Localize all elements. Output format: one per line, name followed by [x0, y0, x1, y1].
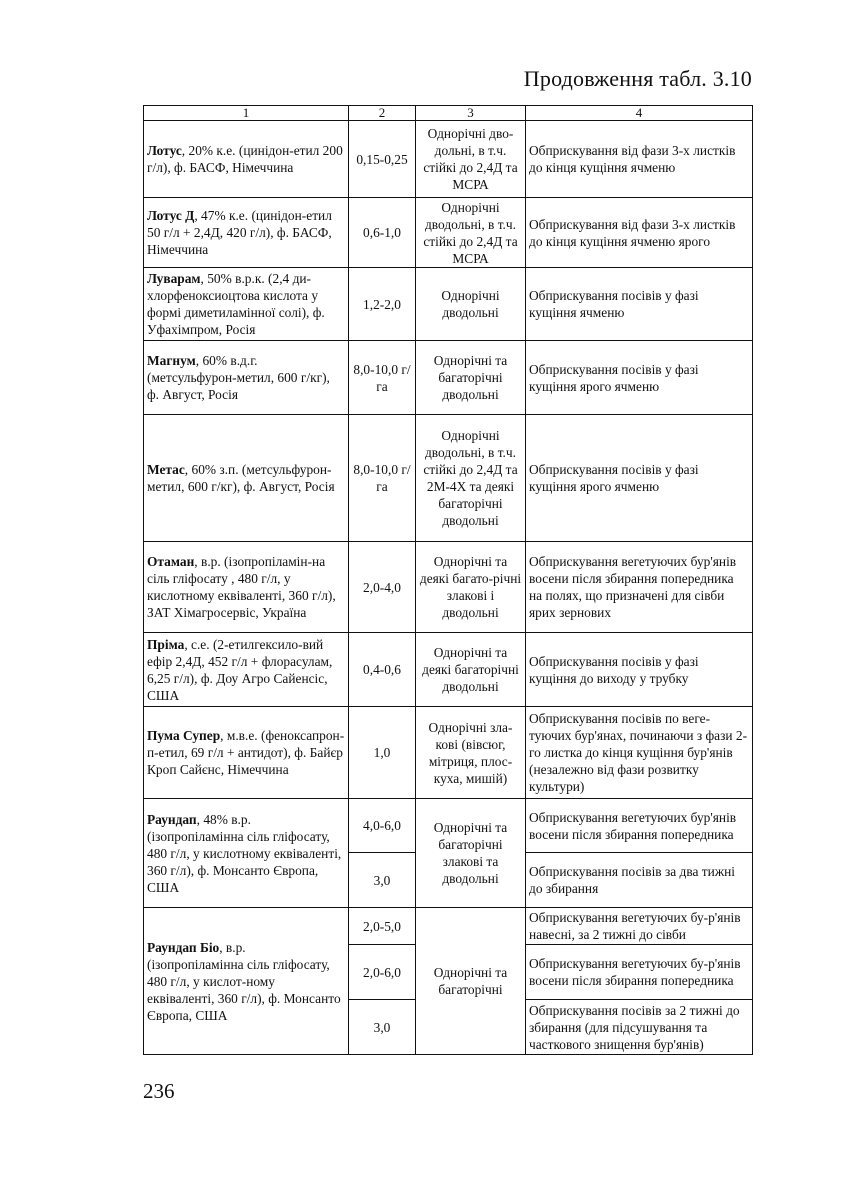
- product-name: Лотус Д: [147, 208, 195, 223]
- column-number-3: 3: [416, 106, 526, 121]
- product-cell: [144, 415, 349, 542]
- product-name: Пріма: [147, 636, 185, 652]
- column-number-4: 4: [526, 106, 753, 121]
- table-row: [144, 341, 753, 415]
- weeds-cell: Однорічні та деякі багато-річні злакові і дводольні: [416, 542, 526, 633]
- application-cell: Обприскування вегетуючих бу-р'янів навесні, за 2 тижні до сівби: [526, 908, 753, 945]
- rate-cell: 3,0: [349, 1000, 416, 1055]
- table-row: [144, 121, 753, 198]
- product-name: Отаман: [147, 554, 195, 569]
- rate-cell: 0,6-1,0: [349, 198, 416, 268]
- rate-cell: 8,0-10,0 г/га: [349, 415, 416, 542]
- product-description: , 48% в.р. (ізопропіламінна сіль гліфосату, 480 г/л, у кислотному еквіваленті, 360 г/л), ф. Монсанто Європа, США: [147, 811, 342, 895]
- product-name: Лотус: [147, 143, 182, 158]
- product-description: , 60% з.п. (метсульфурон-метил, 600 г/кг), ф. Август, Росія: [147, 462, 335, 494]
- table-row: [144, 633, 753, 707]
- rate-cell: 3,0: [349, 853, 416, 908]
- product-cell: [144, 707, 349, 799]
- herbicide-table: [143, 105, 753, 1055]
- column-number-2: 2: [349, 106, 416, 121]
- weeds-cell: Однорічні та багаторічні дводольні: [416, 341, 526, 415]
- product-name: Магнум: [147, 353, 196, 368]
- application-cell: Обприскування посівів у фазі кущіння ярого ячменю: [526, 341, 753, 415]
- table-caption: Продовження табл. 3.10: [523, 66, 752, 91]
- table-row: [144, 198, 753, 268]
- product-cell: [144, 341, 349, 415]
- rate-cell: 2,0-4,0: [349, 542, 416, 633]
- weeds-cell: Однорічні дво-дольні, в т.ч. стійкі до 2,4Д та МСРА: [416, 121, 526, 198]
- application-cell: Обприскування посівів у фазі кущіння ярого ячменю: [526, 415, 753, 542]
- product-cell: [144, 542, 349, 633]
- table-row: [144, 542, 753, 633]
- product-description: , м.в.е. (феноксапрон-п-етил, 69 г/л + антидот), ф. Байєр Кроп Сайєнс, Німеччина: [147, 728, 345, 777]
- product-cell: [144, 908, 349, 1055]
- weeds-cell: Однорічні зла-кові (вівсюг, мітриця, плос-куха, мишій): [416, 707, 526, 799]
- product-name: Луварам: [147, 271, 201, 286]
- product-cell: [144, 198, 349, 268]
- application-cell: Обприскування вегетуючих бу-р'янів восени після збирання попередника: [526, 945, 753, 1000]
- application-cell: Обприскування посівів по веге-туючих бур'янах, починаючи з фази 2-го листка до кінця кущіння бур'янів (незалежно від фази розвитку культури): [526, 707, 753, 799]
- header-row: [144, 106, 753, 121]
- product-description: , в.р. (ізопропіламінна сіль гліфосату, 480 г/л, у кислот-ному еквіваленті, 360 г/л), ф. Монсанто Європа, США: [147, 939, 341, 1023]
- weeds-cell: Однорічні та багаторічні злакові та дводольні: [416, 799, 526, 908]
- product-description: , 20% к.е. (цинідон-етил 200 г/л), ф. БАСФ, Німеччина: [147, 143, 343, 175]
- product-cell: [144, 268, 349, 341]
- weeds-cell: Однорічні дводольні, в т.ч. стійкі до 2,4Д та МСРА: [416, 198, 526, 268]
- product-description: , 60% в.д.г. (метсульфурон-метил, 600 г/кг), ф. Август, Росія: [147, 353, 330, 402]
- product-cell: [144, 121, 349, 198]
- product-description: , в.р. (ізопропіламін-на сіль гліфосату , 480 г/л, у кислотному еквіваленті, 360 г/л), ЗАТ Хімагросервіс, Україна: [147, 554, 336, 620]
- product-name: Раундап Біо: [147, 939, 220, 955]
- table-row: [144, 799, 753, 853]
- application-cell: Обприскування посівів у фазі кущіння ячменю: [526, 268, 753, 341]
- product-name: Пума Супер: [147, 728, 221, 743]
- weeds-cell: Однорічні та деякі багаторічні дводольні: [416, 633, 526, 707]
- application-cell: Обприскування від фази 3-х листків до кінця кущіння ячменю ярого: [526, 198, 753, 268]
- rate-cell: 0,15-0,25: [349, 121, 416, 198]
- rate-cell: 4,0-6,0: [349, 799, 416, 853]
- page-number: 236: [143, 1079, 175, 1103]
- rate-cell: 2,0-6,0: [349, 945, 416, 1000]
- application-cell: Обприскування вегетуючих бур'янів восени після збирання попередника: [526, 799, 753, 853]
- rate-cell: 8,0-10,0 г/га: [349, 341, 416, 415]
- column-number-1: 1: [144, 106, 349, 121]
- rate-cell: 1,0: [349, 707, 416, 799]
- table-row: [144, 268, 753, 341]
- rate-cell: 1,2-2,0: [349, 268, 416, 341]
- product-cell: [144, 799, 349, 908]
- product-name: Раундап: [147, 811, 197, 827]
- weeds-cell: Однорічні дводольні, в т.ч. стійкі до 2,4Д та 2М-4Х та деякі багаторічні дводольні: [416, 415, 526, 542]
- product-cell: [144, 633, 349, 707]
- weeds-cell: Однорічні дводольні: [416, 268, 526, 341]
- table-row: [144, 415, 753, 542]
- rate-cell: 2,0-5,0: [349, 908, 416, 945]
- application-cell: Обприскування вегетуючих бур'янів восени після збирання попередника на полях, що призначені для сівби ярих зернових: [526, 542, 753, 633]
- application-cell: Обприскування посівів за два тижні до збирання: [526, 853, 753, 908]
- application-cell: Обприскування посівів за 2 тижні до збирання (для підсушування та часткового знищення бур'янів): [526, 1000, 753, 1055]
- product-description: , с.е. (2-етилгексило-вий ефір 2,4Д, 452 г/л + флорасулам, 6,25 г/л), ф. Доу Агро Сайенсіс, США: [147, 636, 333, 703]
- product-description: , 47% к.е. (цинідон-етил 50 г/л + 2,4Д, 420 г/л), ф. БАСФ, Німеччина: [147, 208, 332, 257]
- product-description: , 50% в.р.к. (2,4 ди-хлорфеноксиоцтова кислота у формі диметиламінної солі), ф. Уфахімпром, Росія: [147, 271, 325, 337]
- application-cell: Обприскування від фази 3-х листків до кінця кущіння ячменю: [526, 121, 753, 198]
- application-cell: Обприскування посівів у фазі кущіння до виходу у трубку: [526, 633, 753, 707]
- weeds-cell: Однорічні та багаторічні: [416, 908, 526, 1055]
- table-row: [144, 707, 753, 799]
- table-row: [144, 908, 753, 945]
- rate-cell: 0,4-0,6: [349, 633, 416, 707]
- product-name: Метас: [147, 462, 185, 477]
